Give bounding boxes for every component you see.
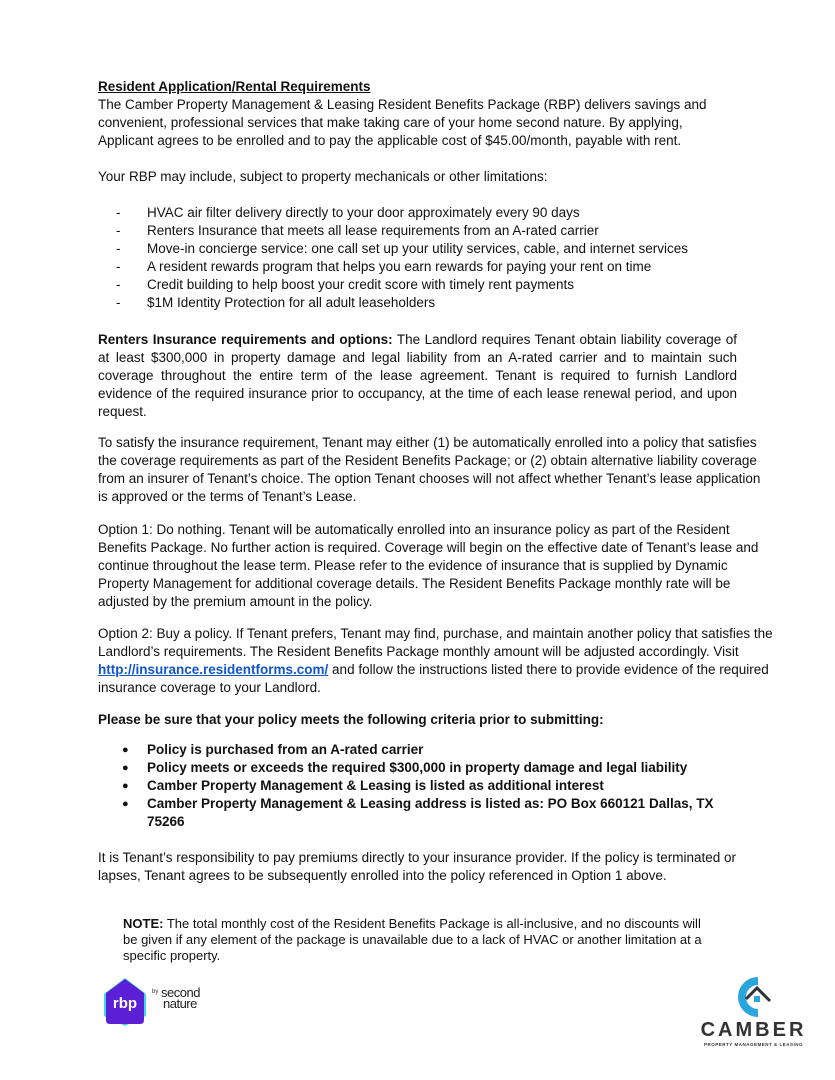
insurance-line: request. — [98, 404, 147, 419]
bullet-marker: ● — [122, 762, 129, 774]
intro-line: convenient, professional services that make taking care of your home second nature. By applying, — [98, 115, 683, 130]
responsibility-paragraph — [98, 849, 736, 885]
bullet-marker: ● — [122, 744, 129, 756]
option1-line: continue throughout the lease term. Please refer to the evidence of insurance that is supplied by Dynamic — [98, 558, 728, 573]
responsibility-line: lapses, Tenant agrees to be subsequently enrolled into the policy referenced in Option 1 above. — [98, 868, 667, 883]
dash-marker: - — [116, 295, 121, 310]
note-label: NOTE: — [123, 916, 164, 931]
option1-line: adjusted by the premium amount in the policy. — [98, 594, 373, 609]
bullet-marker: ● — [122, 780, 129, 792]
bullet-marker: ● — [122, 798, 129, 810]
list-item — [98, 777, 713, 795]
benefit-text: Move-in concierge service: one call set up your utility services, cable, and internet services — [147, 241, 688, 256]
rbp-logo — [100, 976, 220, 1028]
camber-name: CAMBER — [700, 1019, 807, 1041]
svg-text:rbp: rbp — [112, 995, 138, 1012]
option1-paragraph — [98, 521, 758, 611]
option2-line — [98, 661, 773, 679]
criteria-text: 75266 — [147, 814, 185, 829]
rbp-second-nature — [161, 987, 200, 1009]
criteria-section — [98, 711, 713, 831]
list-item — [98, 204, 707, 222]
note-line: specific property. — [123, 948, 221, 963]
benefit-text: A resident rewards program that helps you earn rewards for paying your rent on time — [147, 259, 652, 274]
benefit-text: HVAC air filter delivery directly to your door approximately every 90 days — [147, 205, 580, 220]
list-item — [98, 258, 707, 276]
option2-line: insurance coverage to your Landlord. — [98, 680, 321, 695]
option1-line: Benefits Package. No further action is required. Coverage will begin on the effective date of Tenant’s lease and — [98, 540, 759, 555]
option2-line: Landlord’s requirements. The Resident Benefits Package monthly amount will be adjusted accordingly. Visit — [98, 644, 739, 659]
insurance-text: The Landlord requires Tenant obtain liability coverage of — [392, 332, 737, 347]
insurance-line — [98, 331, 737, 349]
criteria-text: Camber Property Management & Leasing is listed as additional interest — [147, 778, 604, 793]
benefit-text: Credit building to help boost your credit score with timely rent payments — [147, 277, 574, 292]
insurance-heading: Renters Insurance requirements and options: — [98, 332, 393, 347]
dash-marker: - — [116, 241, 121, 256]
dash-marker: - — [116, 205, 121, 220]
option1-line: Property Management for additional coverage details. The Resident Benefits Package monthly rate will be — [98, 576, 731, 591]
camber-logo — [696, 975, 811, 1050]
option2-text: and follow the instructions listed there to provide evidence of the required — [328, 662, 769, 677]
page-title: Resident Application/Rental Requirements — [98, 79, 371, 94]
rbp-name-2: nature — [163, 996, 197, 1011]
option1-line: Option 1: Do nothing. Tenant will be automatically enrolled into an insurance policy as part of the Resident — [98, 522, 730, 537]
list-item — [98, 222, 707, 240]
insurance-link[interactable]: http://insurance.residentforms.com/ — [98, 662, 329, 677]
camber-tagline: PROPERTY MANAGEMENT & LEASING — [704, 1042, 803, 1047]
rbp-lead: Your RBP may include, subject to property mechanicals or other limitations: — [98, 169, 548, 184]
intro-section — [98, 78, 707, 312]
satisfy-line: the coverage requirements as part of the Resident Benefits Package; or (2) obtain alternative liability coverage — [98, 453, 757, 468]
insurance-requirements-paragraph — [98, 331, 737, 421]
list-item — [98, 276, 707, 294]
list-item — [98, 240, 707, 258]
criteria-text: Policy is purchased from an A-rated carrier — [147, 742, 424, 757]
dash-marker: - — [116, 277, 121, 292]
dash-marker: - — [116, 259, 121, 274]
option2-paragraph — [98, 625, 773, 697]
rbp-name-1: second — [161, 985, 200, 1000]
list-item — [98, 294, 707, 312]
benefit-text: Renters Insurance that meets all lease requirements from an A-rated carrier — [147, 223, 599, 238]
rbp-logo-mark — [100, 976, 150, 1028]
benefits-list — [98, 204, 707, 312]
camber-house-icon — [730, 975, 776, 1019]
rbp-by: by — [152, 989, 159, 995]
note-line — [123, 916, 702, 932]
satisfy-line: from an insurer of Tenant’s choice. The option Tenant chooses will not affect whether Tenant’s lease application — [98, 471, 761, 486]
insurance-line: at least $300,000 in property damage and legal liability from an A-rated carrier and to maintain such — [98, 350, 737, 365]
insurance-line: coverage throughout the entire term of the lease agreement. Tenant is required to furnish Landlord — [98, 368, 737, 383]
criteria-text: Policy meets or exceeds the required $300,000 in property damage and legal liability — [147, 760, 688, 775]
dash-marker: - — [116, 223, 121, 238]
insurance-line: evidence of the required insurance prior to occupancy, at the time of each lease renewal period, and upon — [98, 386, 737, 401]
satisfy-line: To satisfy the insurance requirement, Tenant may either (1) be automatically enrolled into a policy that satisfies — [98, 435, 757, 450]
list-item — [98, 795, 713, 813]
criteria-list — [98, 741, 713, 831]
benefit-text: $1M Identity Protection for all adult leaseholders — [147, 295, 436, 310]
note-line: be given if any element of the package is unavailable due to a lack of HVAC or another limitation at a — [123, 932, 702, 947]
note-text: The total monthly cost of the Resident Benefits Package is all-inclusive, and no discounts will — [163, 916, 701, 931]
responsibility-line: It is Tenant’s responsibility to pay premiums directly to your insurance provider. If the policy is terminated or — [98, 850, 737, 865]
criteria-heading: Please be sure that your policy meets the following criteria prior to submitting: — [98, 712, 604, 727]
list-item — [98, 759, 713, 777]
intro-line: Applicant agrees to be enrolled and to pay the applicable cost of $45.00/month, payable with rent. — [98, 133, 682, 148]
satisfy-line: is approved or the terms of Tenant’s Lease. — [98, 489, 357, 504]
intro-line: The Camber Property Management & Leasing Resident Benefits Package (RBP) delivers savings and — [98, 97, 707, 112]
list-item-continuation — [98, 813, 713, 831]
list-item — [98, 741, 713, 759]
satisfy-paragraph — [98, 434, 760, 506]
option2-line: Option 2: Buy a policy. If Tenant prefers, Tenant may find, purchase, and maintain another policy that satisfies the — [98, 626, 773, 641]
criteria-text: Camber Property Management & Leasing address is listed as: PO Box 660121 Dallas, TX — [147, 796, 714, 811]
note-paragraph — [123, 916, 702, 964]
